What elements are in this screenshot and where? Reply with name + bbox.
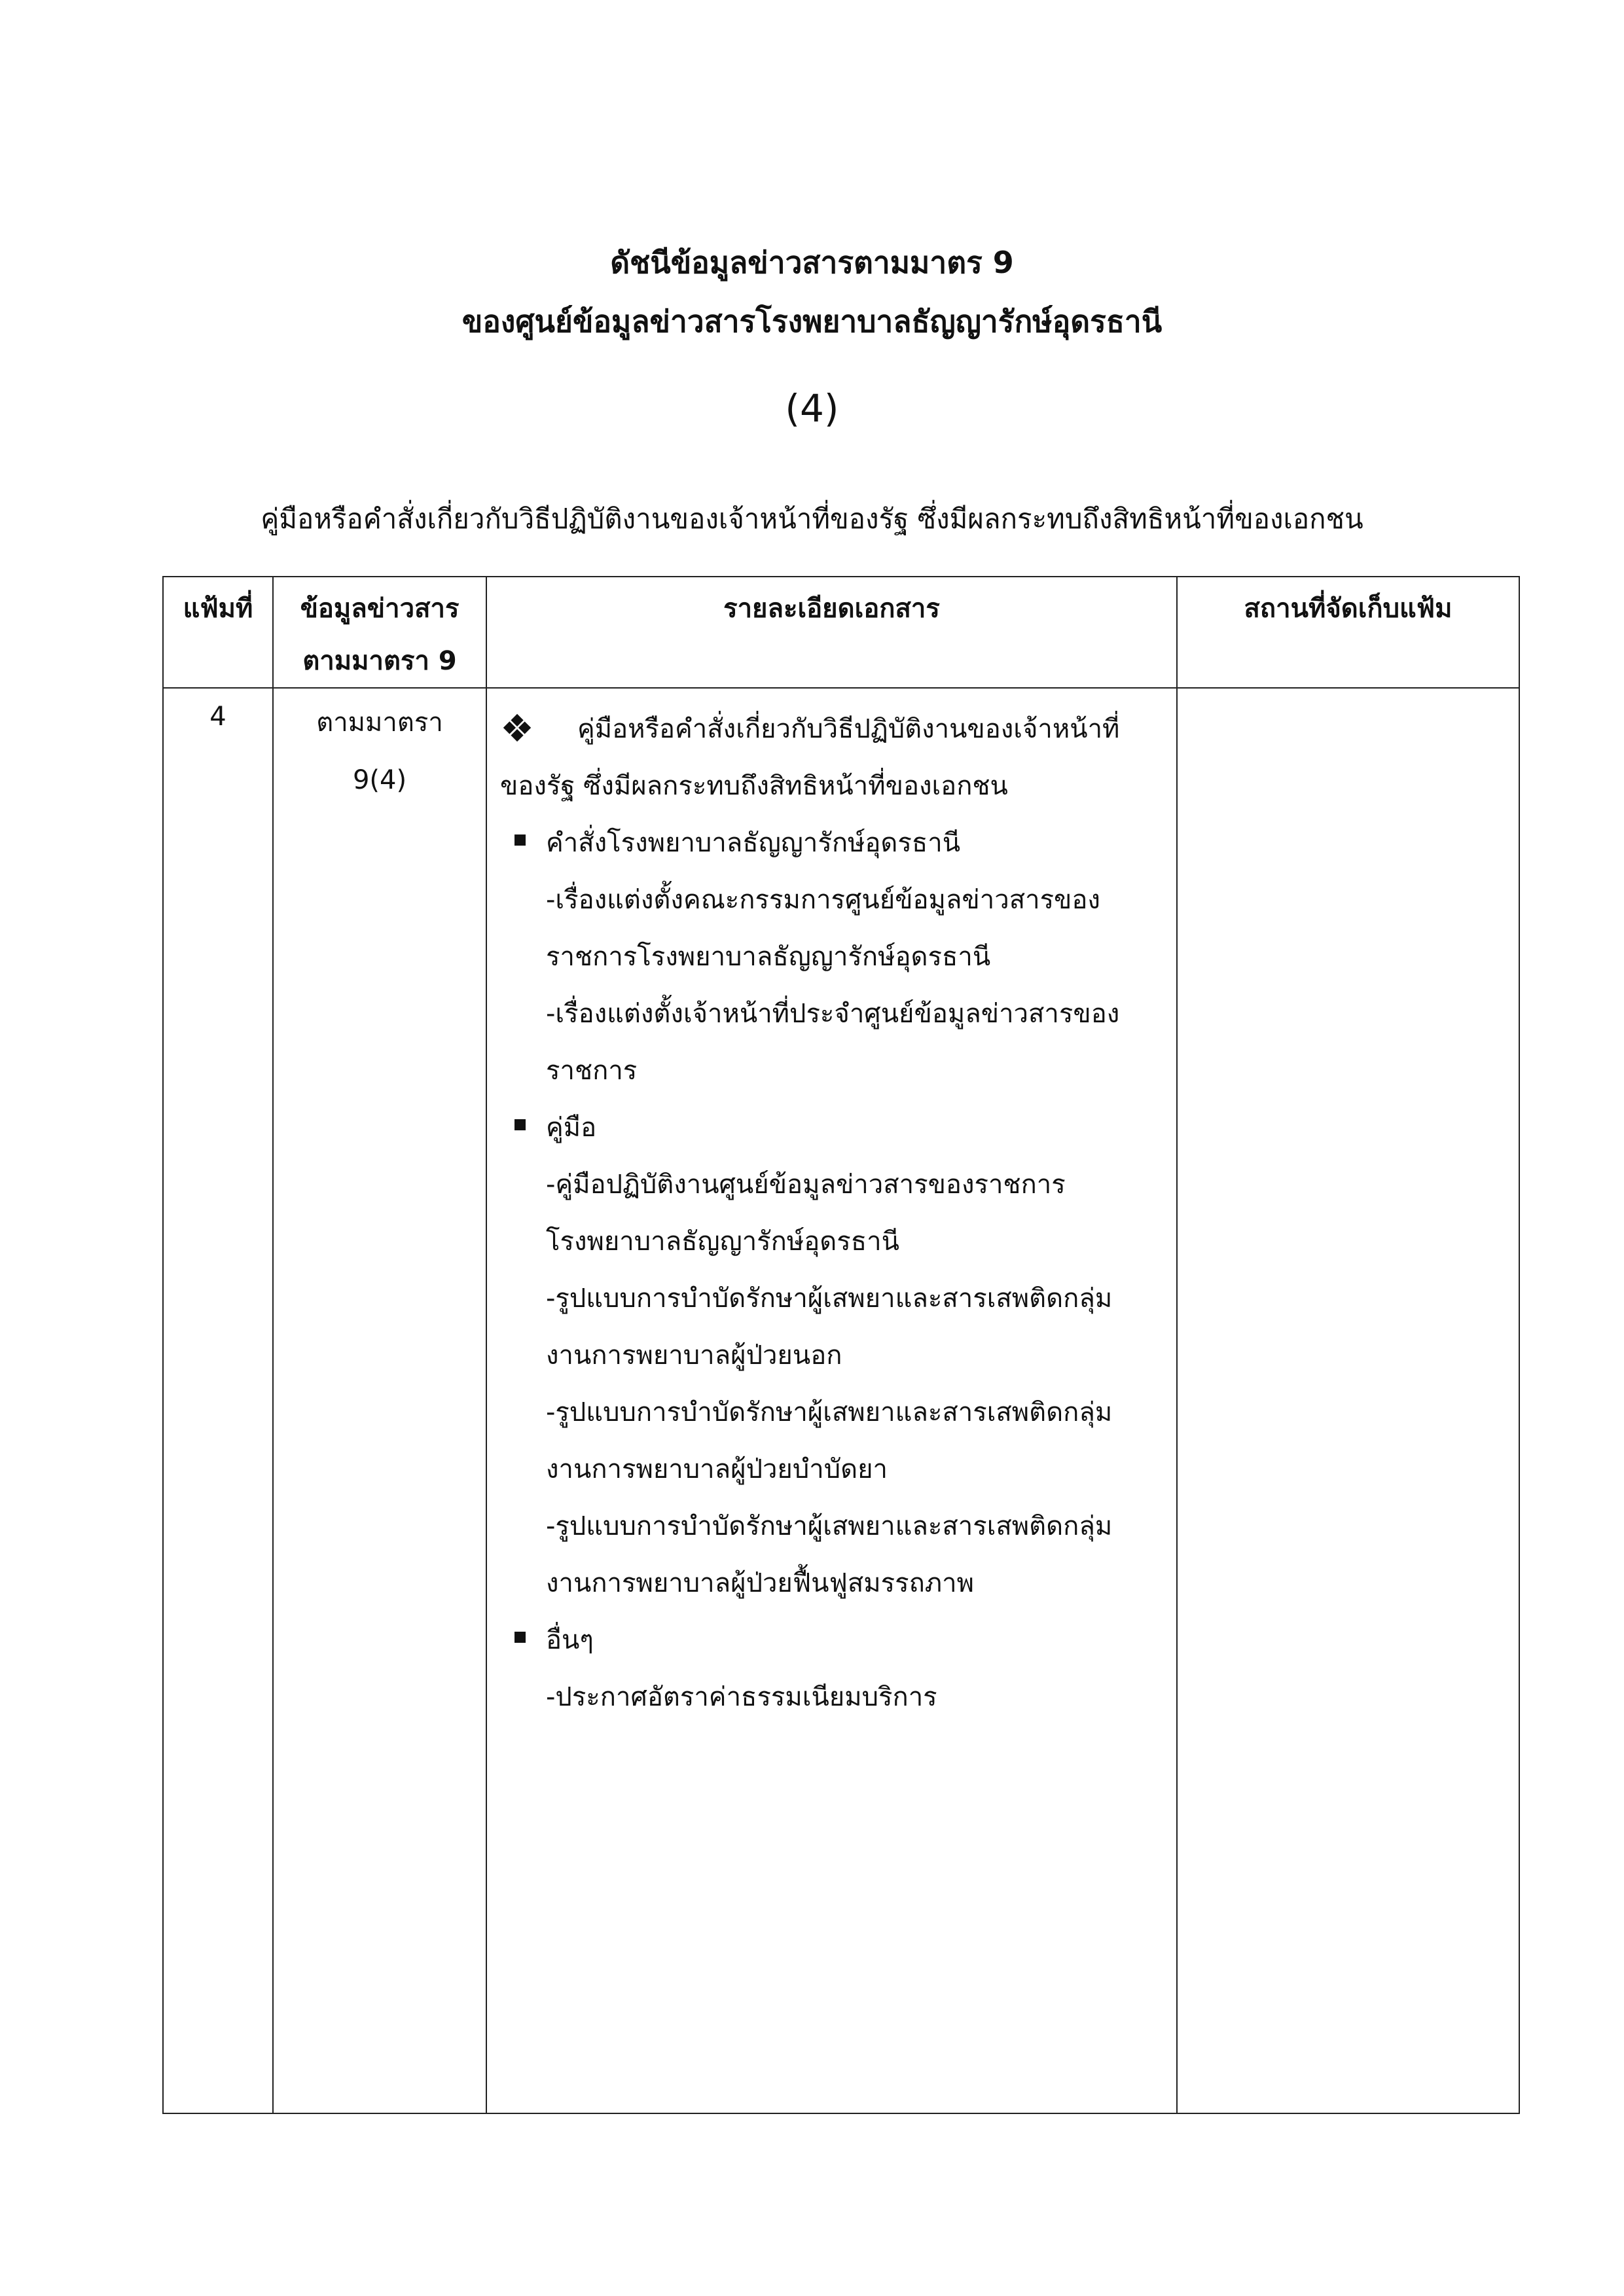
list-item: -เรื่องแต่งตั้งเจ้าหน้าที่ประจำศูนย์ข้อมูลข่าวสารของ <box>546 999 1120 1029</box>
document-title-line1: ดัชนีข้อมูลข่าวสารตามมาตร 9 <box>610 245 1014 280</box>
square-bullet-icon <box>514 834 526 846</box>
list-item: ราชการโรงพยาบาลธัญญารักษ์อุดรธานี <box>546 942 991 972</box>
list-item: -รูปแบบการบำบัดรักษาผู้เสพยาและสารเสพติดกลุ่ม <box>546 1511 1113 1541</box>
cell-section <box>273 688 486 2113</box>
lead-line1: คู่มือหรือคำสั่งเกี่ยวกับวิธีปฏิบัติงานของเจ้าหน้าที่ <box>577 714 1120 744</box>
list-item: โรงพยาบาลธัญญารักษ์อุดรธานี <box>546 1227 899 1257</box>
diamond-bullet-icon: ❖ <box>500 706 534 751</box>
section-line1: ตามมาตรา <box>316 708 443 738</box>
group-heading: อื่นๆ <box>546 1625 594 1655</box>
section-line2: 9(4) <box>352 765 407 795</box>
cell-file-no: 4 <box>163 688 273 2113</box>
group-heading: คู่มือ <box>546 1113 597 1143</box>
list-item: -รูปแบบการบำบัดรักษาผู้เสพยาและสารเสพติดกลุ่ม <box>546 1283 1113 1314</box>
list-item: -ประกาศอัตราค่าธรรมเนียมบริการ <box>546 1682 937 1712</box>
list-item: งานการพยาบาลผู้ป่วยบำบัดยา <box>546 1454 888 1484</box>
header-storage: สถานที่จัดเก็บแฟ้ม <box>1177 577 1519 688</box>
cell-storage <box>1177 688 1519 2113</box>
list-item-group-2 <box>500 1100 1176 1157</box>
square-bullet-icon <box>514 1119 526 1130</box>
square-bullet-icon <box>514 1632 526 1643</box>
list-item: -รูปแบบการบำบัดรักษาผู้เสพยาและสารเสพติดกลุ่ม <box>546 1397 1113 1427</box>
list-item-group-3 <box>500 1612 1176 1669</box>
header-info-line1: ข้อมูลข่าวสาร <box>300 594 460 624</box>
cell-details <box>486 688 1177 2113</box>
document-subtitle: คู่มือหรือคำสั่งเกี่ยวกับวิธีปฏิบัติงานของเจ้าหน้าที่ของรัฐ ซึ่งมีผลกระทบถึงสิทธิหน้าที่ของเอกชน <box>261 503 1363 535</box>
section-number: (4) <box>785 386 839 431</box>
header-info-line2: ตามมาตรา 9 <box>302 646 457 676</box>
list-item-group-1 <box>500 815 1176 872</box>
index-table <box>162 576 1520 2114</box>
lead-item <box>500 700 1176 758</box>
group-heading: คำสั่งโรงพยาบาลธัญญารักษ์อุดรธานี <box>546 828 961 858</box>
list-item: -คู่มือปฏิบัติงานศูนย์ข้อมูลข่าวสารของราชการ <box>546 1170 1066 1200</box>
list-item: -เรื่องแต่งตั้งคณะกรรมการศูนย์ข้อมูลข่าวสารของ <box>546 885 1100 915</box>
lead-line2: ของรัฐ ซึ่งมีผลกระทบถึงสิทธิหน้าที่ของเอกชน <box>500 771 1008 801</box>
list-item: ราชการ <box>546 1056 638 1086</box>
table-row <box>163 688 1519 2113</box>
list-item: งานการพยาบาลผู้ป่วยนอก <box>546 1340 842 1371</box>
header-file-no: แฟ้มที่ <box>163 577 273 688</box>
header-details: รายละเอียดเอกสาร <box>486 577 1177 688</box>
header-info <box>273 577 486 688</box>
document-title-line2: ของศูนย์ข้อมูลข่าวสารโรงพยาบาลธัญญารักษ์อุดรธานี <box>461 304 1163 339</box>
table-header-row <box>163 577 1519 688</box>
list-item: งานการพยาบาลผู้ป่วยฟื้นฟูสมรรถภาพ <box>546 1568 975 1598</box>
